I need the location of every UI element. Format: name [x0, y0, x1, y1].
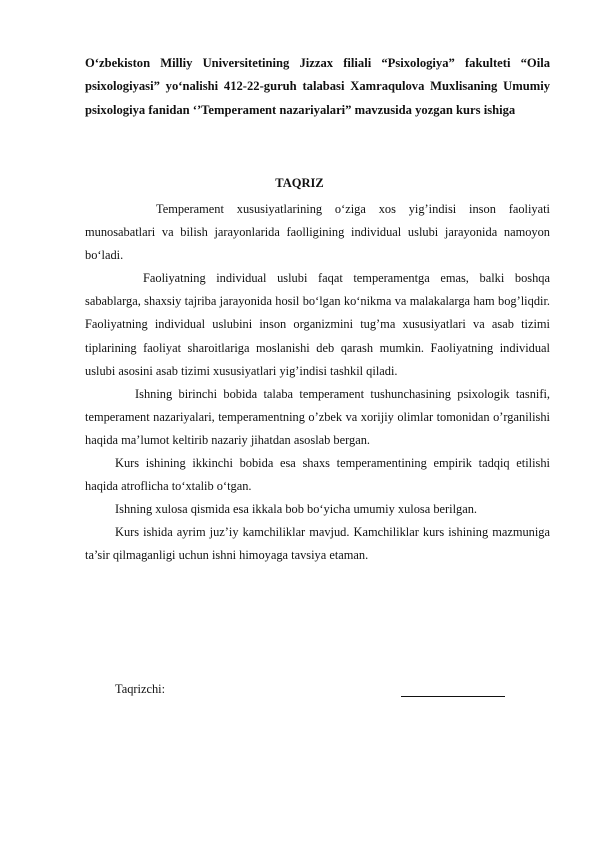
document-title: TAQRIZ [275, 176, 324, 190]
paragraph-1: Temperament xususiyatlarining o‘ziga xos yig’indisi inson faoliyati munosabatlari va bilish jarayonlarida faolligining individual uslubi jarayonida namoyon bo‘ladi. [85, 202, 550, 263]
paragraph-5: Ishning xulosa qismida esa ikkala bob bo‘yicha umumiy xulosa berilgan. [115, 502, 478, 517]
paragraph-3: Ishning birinchi bobida talaba temperament tushunchasining psixologik tasnifi, temperament nazariyalari, temperamentning o’zbek va xorijiy olimlar tomonidan o’rganilishi haqida ma’lumot keltirib nazariy jihatdan asoslab bergan. [85, 386, 550, 447]
paragraph-4: Kurs ishining ikkinchi bobida esa shaxs temperamentining empirik tadqiq etilishi haqida atroflicha to‘xtalib o‘tgan. [85, 456, 550, 494]
paragraph-2: Faoliyatning individual uslubi faqat temperamentga emas, balki boshqa sabablarga, shaxsiy tajriba jarayonida hosil bo‘lgan ko‘nikma va malakalarga ham bog’liqdir. Faoliyatning individual uslubini inson organizmini tug’ma xususiyatlari va asab tizimi tiplarining faoliyat sharoitlariga moslanishi deb qarash mumkin. Faoliyatning individual uslubi asosini asab tizimi xususiyatlari yig’indisi tashkil qiladi. [85, 271, 550, 378]
document-header: O‘zbekiston Milliy Universitetining Jizzax filiali “Psixologiya” fakulteti “Oila psixologiyasi” yo‘nalishi 412-22-guruh talabasi Xamraqulova Muxlisaning Umumiy psixologiya fanidan ‘’Temperament nazariyalari” mavzusida yozgan kurs ishiga [85, 56, 550, 117]
signature-line [401, 696, 505, 697]
signature-label: Taqrizchi: [115, 682, 166, 696]
review-body [85, 198, 550, 568]
paragraph-6: Kurs ishida ayrim juz’iy kamchiliklar mavjud. Kamchiliklar kurs ishining mazmuniga ta’sir qilmaganligi uchun ishni himoyaga tavsiya etaman. [85, 525, 550, 563]
